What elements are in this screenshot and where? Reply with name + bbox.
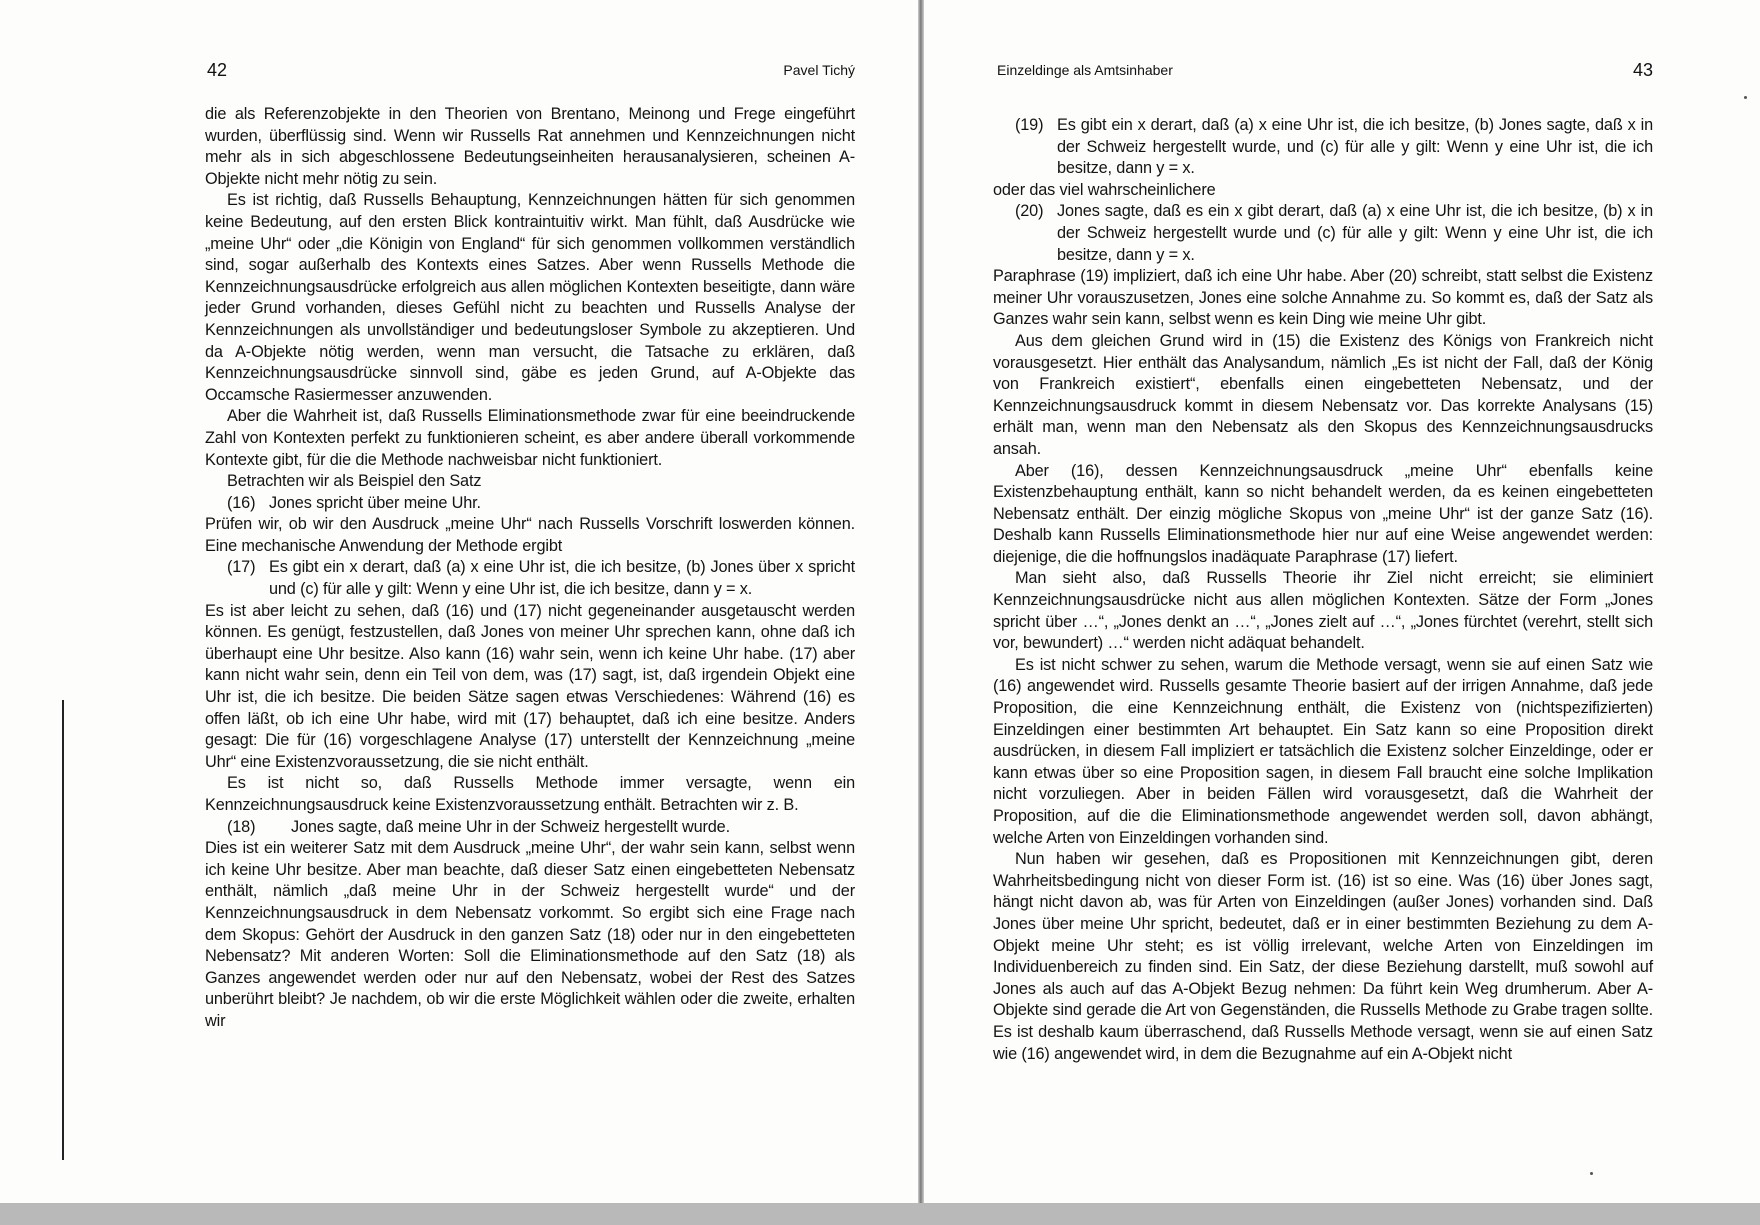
example-number: (18) [227,817,256,836]
paragraph: Paraphrase (19) impliziert, daß ich eine Uhr habe. Aber (20) schreibt, statt selbst die Existenz meiner Uhr vorauszusetzen, Jones eine solche Annahme zu. So kommt es, daß der Satz als Ganzes wahr sein kann, selbst wenn es kein Ding wie meine Uhr gibt. [993,267,1653,329]
paragraph: Es ist richtig, daß Russells Behauptung, Kennzeichnungen hätten für sich genommen keine Bedeutung, auf den ersten Blick kontraintuitiv wirkt. Man fühlt, daß Ausdrücke wie „meine Uhr“ oder „die Königin von England“ für sich genommen vollkommen verständlich sind, sogar außerhalb des Kontexts eines Satzes. Aber wenn Russells Methode die Kennzeichnungsausdrücke erfolgreich aus allen möglichen Kontexten beseitigte, dann wäre jeder Grund vorhanden, dieses Gefühl nicht zu beachten und Russells Analyse der Kennzeichnungen als unvollständiger und bedeutungsloser Symbole zu akzeptieren. Und da A-Objekte nötig werden, wenn man versucht, die Tatsache zu erklären, daß Kennzeichnungsausdrücke sinnvoll sind, gäbe es jeden Grund, auf A-Objekte das Occamsche Rasiermesser anzuwenden. [205,191,855,404]
paragraph: Betrachten wir als Beispiel den Satz [227,472,482,491]
paragraph: Aus dem gleichen Grund wird in (15) die Existenz des Königs von Frankreich nicht vorausgesetzt. Hier enthält das Analysandum, nämlich „Es ist nicht der Fall, daß der König von Frankreich existiert“, ebenfalls einen eingebetteten Nebensatz, und der Kennzeichnungsausdruck kommt in diesem Nebensatz vor. Das korrekte Analysans (15) erhält man, wenn man den Nebensatz als den Skopus des Kennzeichnungsausdrucks ansah. [993,331,1653,458]
example-text: Jones sagte, daß meine Uhr in der Schweiz hergestellt wurde. [291,817,730,836]
running-head: Einzeldinge als Amtsinhaber [997,62,1173,78]
page-number: 43 [1632,60,1653,80]
example-text: Jones sagte, daß es ein x gibt derart, daß (a) x eine Uhr ist, die ich besitze, (b) x in der Schweiz hergestellt wurde und (c) für alle y gilt: Wenn y eine Uhr ist, die ich besitze, dann y = x. [1057,202,1653,264]
left-page-body [205,104,855,1033]
numbered-example [1015,115,1653,180]
book-gutter [918,0,924,1225]
page-number: 42 [207,60,228,80]
right-page-header [993,60,1653,84]
example-text: Jones spricht über meine Uhr. [269,493,481,512]
paragraph: die als Referenzobjekte in den Theorien von Brentano, Meinong und Frege eingeführt wurden, überflüssig sind. Wenn wir Russells Rat annehmen und Kennzeichnungen nicht mehr als in sich abgeschlossene Bedeutungseinheiten herausanalysieren, scheinen A-Objekte nicht mehr nötig zu sein. [205,105,855,188]
numbered-example [227,557,855,600]
scan-speck [1590,1172,1593,1175]
paragraph: Nun haben wir gesehen, daß es Propositionen mit Kennzeichnungen gibt, deren Wahrheitsbedingung nicht von dieser Form ist. (16) ist so eine. Was (16) über Jones sagt, hängt nicht davon ab, was für Arten von Einzeldingen (außer Jones) vorhanden sind. Daß Jones über meine Uhr spricht, bedeutet, daß er in einer bestimmten Beziehung zu dem A-Objekt meine Uhr steht; es ist völlig irrelevant, welche Arten von Einzeldingen im Individuenbereich zu finden sind. Ein Satz, der diese Beziehung darstellt, muß sowohl auf Jones als auch auf das A-Objekt Bezug nehmen: Da führt kein Weg drumherum. Aber A-Objekte sind gerade die Art von Gegenständen, die Russells Methode zu Grabe tragen sollte. Es ist deshalb kaum überraschend, daß Russells Methode versagt, wenn sie auf einen Satz wie (16) angewendet wird, in dem die Bezugnahme auf ein A-Objekt nicht [993,850,1653,1063]
right-page [993,0,1653,1200]
example-number: (19) [1015,116,1044,134]
scanner-bed-edge [0,1203,1760,1225]
page-edge-shadow [62,700,64,1160]
paragraph: Es ist nicht schwer zu sehen, warum die Methode versagt, wenn sie auf einen Satz wie (16) angewendet wird. Russells gesamte Theorie basiert auf der irrigen Annahme, daß jede Proposition, die eine Kennzeichnung enthält, die Existenz von (nichtspezifizierten) Einzeldingen einer bestimmten Art behauptet. Ein Satz kann so eine Proposition direkt ausdrücken, in diesem Fall impliziert er tatsächlich die Existenz solcher Einzeldinge, oder er kann etwas über so eine Proposition sagen, in diesem Fall braucht eine solche Implikation nicht vorzuliegen. Aber in beiden Fällen wird vorausgesetzt, daß die Wahrheit der Proposition, auf die die Eliminationsmethode angewendet werden soll, davon abhängt, welche Arten von Einzeldingen vorhanden sind. [993,655,1653,847]
paragraph: Aber (16), dessen Kennzeichnungsausdruck „meine Uhr“ ebenfalls keine Existenzbehauptung enthält, kann so nicht behandelt werden, da es keinen eingebetteten Nebensatz enthält. Der einzig mögliche Skopus von „meine Uhr“ ist der ganze Satz (16). Deshalb kann Russells Eliminationsmethode hier nur auf eine Weise angewendet werden: diejenige, die die hoffnungslos inadäquate Paraphrase (17) liefert. [993,461,1653,566]
left-page-header [205,60,855,84]
paragraph: Aber die Wahrheit ist, daß Russells Eliminationsmethode zwar für eine beeindruckende Zahl von Kontexten perfekt zu funktionieren scheint, es aber andere überall vorkommende Kontexte gibt, für die die Methode nachweisbar nicht funktioniert. [205,407,855,469]
right-page-body [993,115,1653,1065]
example-number: (16) [227,493,256,512]
paragraph: oder das viel wahrscheinlichere [993,180,1216,199]
example-text: Es gibt ein x derart, daß (a) x eine Uhr ist, die ich besitze, (b) Jones über x spricht und (c) für alle y gilt: Wenn y eine Uhr ist, die ich besitze, dann y = x. [269,558,855,599]
numbered-example [1015,201,1653,266]
paragraph: Es ist nicht so, daß Russells Methode immer versagte, wenn ein Kennzeichnungsausdruck keine Existenzvoraussetzung enthält. Betrachten wir z. B. [205,774,855,814]
paragraph: Dies ist ein weiterer Satz mit dem Ausdruck „meine Uhr“, der wahr sein kann, selbst wenn ich keine Uhr besitze. Aber man beachte, daß dieser Satz einen eingebetteten Nebensatz enthält, nämlich „daß meine Uhr in der Schweiz hergestellt wurde“ und der Kennzeichnungsausdruck in dem Nebensatz vorkommt. So ergibt sich eine Frage nach dem Skopus: Gehört der Ausdruck in den ganzen Satz (18) oder nur in den eingebetteten Nebensatz? Mit anderen Worten: Soll die Eliminationsmethode auf den Satz (18) als Ganzes angewendet werden oder nur auf den Nebensatz, wobei der Rest des Satzes unberührt bleibt? Je nachdem, ob wir die erste Möglichkeit wählen oder die zweite, erhalten wir [205,839,855,1030]
example-number: (17) [227,558,256,577]
numbered-example [227,493,855,515]
left-page [205,0,855,1200]
paragraph: Es ist aber leicht zu sehen, daß (16) und (17) nicht gegeneinander ausgetauscht werden können. Es genügt, festzustellen, daß Jones von meiner Uhr sprechen kann, ohne daß ich überhaupt eine Uhr besitze. Also kann (16) wahr sein, wenn ich keine Uhr habe. (17) aber kann nicht wahr sein, denn ein Teil von dem, was (17) sagt, ist, daß irgendein Objekt eine Uhr ist, die ich besitze. Die beiden Sätze sagen etwas Verschiedenes: Während (16) es offen läßt, ob ich eine Uhr habe, wird mit (17) behauptet, daß ich eine besitze. Anders gesagt: Die für (16) vorgeschlagene Analyse (17) unterstellt der Kennzeichnung „meine Uhr“ eine Existenzvoraussetzung, die sie nicht enthält. [205,601,855,771]
paragraph: Man sieht also, daß Russells Theorie ihr Ziel nicht erreicht; sie eliminiert Kennzeichnungsausdrücke nicht aus allen möglichen Kontexten. Sätze der Form „Jones spricht über …“, „Jones denkt an …“, „Jones zielt auf …“, „Jones fürchtet (verehrt, stellt sich vor, bewundert) …“ werden nicht adäquat behandelt. [993,569,1653,653]
numbered-example [227,817,855,839]
example-number: (20) [1015,202,1044,221]
running-head: Pavel Tichý [783,62,855,78]
paragraph: Prüfen wir, ob wir den Ausdruck „meine Uhr“ nach Russells Vorschrift loswerden können. Eine mechanische Anwendung der Methode ergibt [205,515,855,555]
scan-speck [1744,96,1747,99]
example-text: Es gibt ein x derart, daß (a) x eine Uhr ist, die ich besitze, (b) Jones sagte, daß x in der Schweiz hergestellt wurde, und (c) für alle y gilt: Wenn y eine Uhr ist, die ich besitze, dann y = x. [1057,116,1653,178]
